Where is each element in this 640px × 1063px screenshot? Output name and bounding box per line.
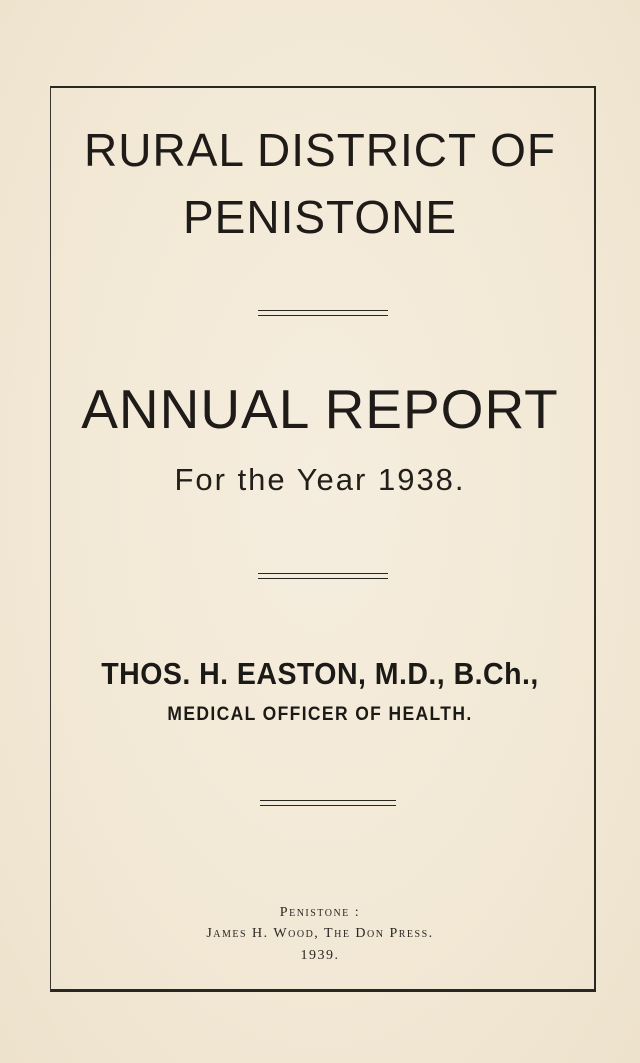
- report-heading: ANNUAL REPORT: [81, 378, 559, 440]
- divider-rule-1: [258, 310, 388, 316]
- imprint-year: 1939.: [300, 948, 340, 963]
- district-title-line-1: RURAL DISTRICT OF: [84, 124, 556, 176]
- officer-name: THOS. H. EASTON, M.D., B.Ch.,: [101, 656, 539, 691]
- officer-title: MEDICAL OFFICER OF HEALTH.: [167, 704, 473, 725]
- district-title-line-2: PENISTONE: [183, 191, 457, 243]
- imprint-place: Penistone :: [279, 905, 361, 920]
- report-year: For the Year 1938.: [174, 462, 466, 497]
- divider-rule-3: [260, 800, 396, 806]
- divider-rule-2: [258, 573, 388, 579]
- imprint-printer: James H. Wood, The Don Press.: [206, 926, 434, 941]
